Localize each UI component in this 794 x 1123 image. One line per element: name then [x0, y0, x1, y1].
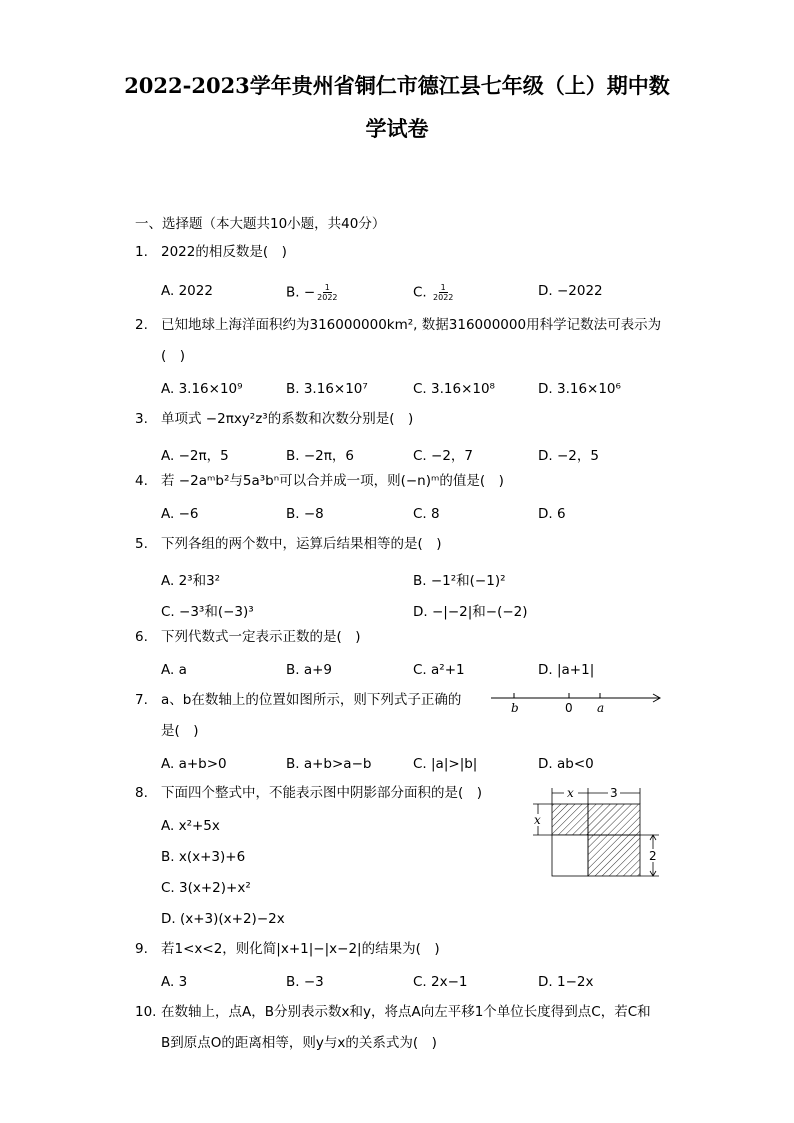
unshaded-bottom-left [552, 835, 588, 876]
question-number: 7. [135, 692, 148, 708]
fraction-numerator: 1 [440, 283, 446, 292]
option-a: A. −6 [161, 506, 199, 522]
section-heading: 一、选择题（本大题共10小题，共40分） [135, 216, 386, 232]
option-c: C. a²+1 [413, 662, 465, 678]
question-text: 下列各组的两个数中，运算后结果相等的是( ) [161, 536, 442, 552]
question-text: 已知地球上海洋面积约为316000000km², 数据316000000用科学记数法可表示为 [161, 317, 662, 333]
question-text: 下面四个整式中，不能表示图中阴影部分面积的是( ) [161, 785, 483, 801]
option-d: D. 6 [538, 506, 566, 522]
axis-label-a: a [597, 701, 605, 715]
label-top-3: 3 [610, 786, 618, 800]
question-text: 单项式 −2πxy²z³的系数和次数分别是( ) [161, 411, 414, 427]
paper-title-line-2: 学试卷 [365, 116, 429, 141]
option-d: D. ab<0 [538, 756, 594, 772]
question-number: 3. [135, 411, 148, 427]
option-a: A. −2π，5 [161, 448, 229, 464]
number-line-figure [488, 688, 664, 718]
option-c [413, 283, 453, 302]
question-number: 9. [135, 941, 148, 957]
option-a: A. 3.16×10⁹ [161, 381, 243, 397]
question-text: 在数轴上，点A，B分别表示数x和y，将点A向左平移1个单位长度得到点C，若C和 [161, 1004, 651, 1020]
fraction-numerator: 1 [324, 283, 330, 292]
option-d: D. 3.16×10⁶ [538, 381, 621, 397]
question-number: 2. [135, 317, 148, 333]
question-text: 下列代数式一定表示正数的是( ) [161, 629, 361, 645]
option-a: A. 2³和3² [161, 573, 221, 589]
option-d: D. −2，5 [538, 448, 599, 464]
option-b [286, 283, 338, 302]
fraction-denominator: 2022 [433, 293, 454, 302]
option-d: D. −|−2|和−(−2) [413, 604, 528, 620]
option-b: B. −3 [286, 974, 324, 990]
option-b: B. a+9 [286, 662, 333, 678]
label-top-x: x [567, 786, 574, 800]
option-c: C. |a|>|b| [413, 756, 478, 772]
option-a: A. 3 [161, 974, 188, 990]
option-c: C. −3³和(−3)³ [161, 604, 254, 620]
question-text: 是( ) [161, 723, 199, 739]
option-b: B. 3.16×10⁷ [286, 381, 368, 397]
option-d: D. (x+3)(x+2)−2x [161, 911, 285, 927]
question-text: 若1<x<2，则化简|x+1|−|x−2|的结果为( ) [161, 941, 440, 957]
label-left-x: x [534, 813, 541, 827]
shaded-bottom-right [588, 835, 640, 876]
question-number: 8. [135, 785, 148, 801]
axis-label-b: b [511, 701, 519, 715]
option-d: D. 1−2x [538, 974, 594, 990]
question-text: 若 −2aᵐb²与5a³bⁿ可以合并成一项，则(−n)ᵐ的值是( ) [161, 473, 504, 489]
option-b: B. x(x+3)+6 [161, 849, 246, 865]
question-text: 2022的相反数是( ) [161, 244, 287, 260]
option-b: B. −1²和(−1)² [413, 573, 506, 589]
question-number: 6. [135, 629, 148, 645]
option-a: A. a [161, 662, 187, 678]
question-number: 5. [135, 536, 148, 552]
fraction-denominator: 2022 [317, 293, 338, 302]
option-b: B. −2π，6 [286, 448, 354, 464]
option-a: A. x²+5x [161, 818, 220, 834]
question-text: B到原点O的距离相等，则y与x的关系式为( ) [161, 1035, 437, 1051]
question-text: ( ) [161, 348, 186, 364]
area-figure [526, 782, 666, 882]
option-c: C. 3.16×10⁸ [413, 381, 495, 397]
option-a: A. a+b>0 [161, 756, 227, 772]
option-d: D. −2022 [538, 283, 603, 299]
option-d: D. |a+1| [538, 662, 595, 678]
axis-label-0: 0 [565, 701, 573, 715]
paper-title-line-1: 2022-2023学年贵州省铜仁市德江县七年级（上）期中数 [124, 73, 670, 98]
option-c: C. 8 [413, 506, 440, 522]
question-text: a、b在数轴上的位置如图所示，则下列式子正确的 [161, 692, 462, 708]
question-number: 10. [135, 1004, 157, 1020]
label-right-2: 2 [649, 849, 657, 863]
fraction [433, 283, 453, 302]
question-number: 1. [135, 244, 148, 260]
option-c: C. −2，7 [413, 448, 473, 464]
option-label: B. − [286, 284, 316, 301]
option-b: B. −8 [286, 506, 324, 522]
fraction [317, 283, 337, 302]
option-label: C. [413, 284, 427, 301]
option-c: C. 3(x+2)+x² [161, 880, 251, 896]
option-b: B. a+b>a−b [286, 756, 372, 772]
option-c: C. 2x−1 [413, 974, 468, 990]
shaded-top-right [588, 804, 640, 835]
shaded-top-left [552, 804, 588, 835]
option-a: A. 2022 [161, 283, 213, 299]
question-number: 4. [135, 473, 148, 489]
